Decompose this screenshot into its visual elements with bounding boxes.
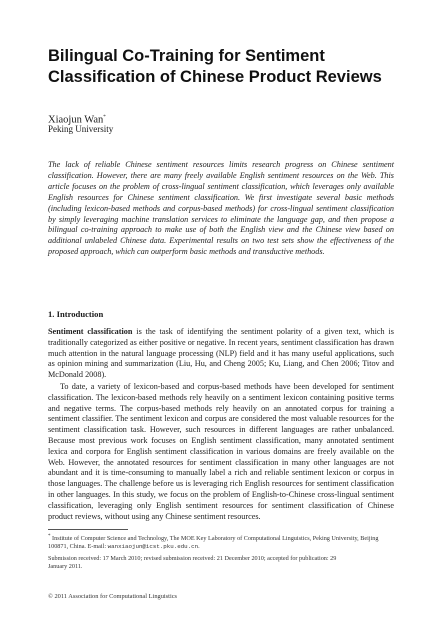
footnote-email[interactable]: wanxiaojun@icst.pku.edu.cn <box>107 543 199 551</box>
intro-paragraph-1 <box>48 327 394 381</box>
submission-dates: Submission received: 17 March 2010; revised submission received: 21 December 2010; accepted for publication: 29 January 2011. <box>48 555 337 570</box>
footnote-mark: * <box>48 534 51 539</box>
author-footnote <box>48 533 394 551</box>
footnote-divider <box>48 529 128 530</box>
paper-title: Bilingual Co-Training for Sentiment Classification of Chinese Product Reviews <box>48 47 382 86</box>
copyright-notice: © 2011 Association for Computational Linguistics <box>48 593 178 600</box>
footnote-text: Institute of Computer Science and Technology, The MOE Key Laboratory of Computational Linguistics, Peking University, Beijing 100871, China. E-mail: <box>48 535 379 551</box>
intro-paragraph-1-text: is the task of identifying the sentiment polarity of a given text, which is traditionally categorized as either positive or negative. In recent years, sentiment classification has drawn much attention in the natural language processing (NLP) field and it has many useful applications, such as opinion mining and summarization (Liu, Hu, and Cheng 2005; Ku, Liang, and Chen 2006; Titov and McDonald 2008). <box>48 327 394 380</box>
intro-paragraph-2: To date, a variety of lexicon-based and corpus-based methods have been developed for sentiment classification. The lexicon-based methods rely heavily on a sentiment lexicon containing positive terms and negative terms. The corpus-based methods rely heavily on an annotated corpus for training a sentiment classifier. The sentiment lexicon and corpus are considered the most valuable resources for the sentiment classification task. However, such resources in different languages are rather unbalanced. Because most previous work focuses on English sentiment classification, many annotated sentiment lexica and corpora for English sentiment classification in various domains are freely available on the Web. However, the annotated resources for sentiment classification in many other languages are not abundant and it is time-consuming to manually label a rich and reliable sentiment lexicon or corpus in those languages. The challenge before us is leveraging rich English resources for sentiment classification in other languages. In this study, we focus on the problem of English-to-Chinese cross-lingual sentiment classification, leveraging only English sentiment resources for sentiment classification of Chinese product reviews, without using any Chinese sentiment resources. <box>48 382 394 521</box>
section-heading: 1. Introduction <box>48 309 104 319</box>
author-name-text: Xiaojun Wan <box>48 114 104 126</box>
footnote-end: . <box>198 543 200 551</box>
abstract: The lack of reliable Chinese sentiment resources limits research progress on Chinese sentiment classification. However, there are many freely available English sentiment resources on the Web. This article focuses on the problem of cross-lingual sentiment classification, which leverages only available English resources for Chinese sentiment classification. We first investigate several basic methods (including lexicon-based methods and corpus-based methods) for cross-lingual sentiment classification by simply leveraging machine translation services to eliminate the language gap, and then propose a bilingual co-training approach to make use of both the English view and the Chinese view based on additional unlabeled Chinese data. Experimental results on two test sets show the effectiveness of the proposed approach, which can outperform basic methods and transductive methods. <box>48 160 394 257</box>
keyword-term: Sentiment classification <box>48 327 133 336</box>
author-footnote-mark: * <box>103 115 106 120</box>
author-affiliation: Peking University <box>48 124 114 134</box>
